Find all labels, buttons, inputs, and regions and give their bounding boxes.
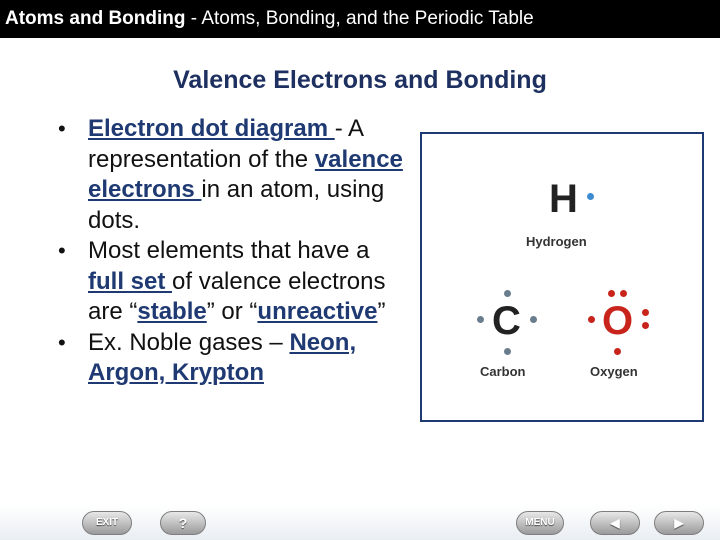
hydrogen-symbol: H: [549, 177, 578, 221]
oxygen-electron-dot: [642, 309, 649, 316]
bullet-text: in an atom, using dots.: [88, 176, 385, 234]
oxygen-label: Oxygen: [590, 364, 638, 379]
oxygen-electron-dot: [614, 348, 621, 355]
term-valence-electrons: valence electrons: [88, 145, 403, 203]
bullet-text: of valence electrons are “: [88, 267, 386, 325]
bullet-item-1: [56, 114, 406, 236]
bullet-glyph: •: [58, 329, 66, 355]
next-button[interactable]: ▶: [654, 511, 704, 535]
bullet-item-2: [56, 236, 406, 328]
oxygen-electron-dot: [642, 322, 649, 329]
term-unreactive: unreactive: [257, 298, 378, 325]
bullet-glyph: •: [58, 238, 66, 263]
bullet-text: A representation of the: [88, 115, 363, 173]
carbon-electron-dot: [504, 348, 511, 355]
carbon-electron-dot: [530, 316, 537, 323]
menu-button[interactable]: MENU: [516, 511, 564, 535]
help-button[interactable]: ?: [160, 511, 206, 535]
hydrogen-label: Hydrogen: [526, 234, 587, 249]
term-noble-gases: Neon, Argon, Krypton: [88, 328, 357, 386]
bullet-dash: -: [334, 115, 349, 142]
exit-button[interactable]: EXIT: [82, 511, 132, 535]
oxygen-electron-dot: [588, 316, 595, 323]
electron-dot-diagram-figure: [420, 132, 704, 422]
oxygen-symbol: O: [602, 299, 634, 343]
navigation-bar: [0, 505, 720, 540]
term-stable: stable: [137, 298, 207, 325]
bullet-list: [56, 114, 406, 389]
bullet-text: ”: [377, 298, 386, 325]
carbon-label: Carbon: [480, 364, 526, 379]
header-bar: [0, 0, 720, 38]
hydrogen-electron-dot: [587, 193, 594, 200]
bullet-text: ” or “: [206, 298, 258, 325]
bullet-text: Ex. Noble gases –: [88, 328, 290, 356]
chapter-title: Atoms and Bonding: [5, 8, 186, 29]
bullet-text: Most elements that have a: [88, 237, 370, 264]
term-full-set: full set: [88, 267, 173, 295]
slide-title: Valence Electrons and Bonding: [173, 66, 547, 94]
carbon-electron-dot: [504, 290, 511, 297]
previous-button[interactable]: ◀: [590, 511, 640, 535]
bullet-glyph: •: [58, 116, 66, 141]
oxygen-electron-dot: [608, 290, 615, 297]
header-title: [5, 0, 534, 38]
bullet-item-3: [56, 328, 406, 389]
carbon-electron-dot: [477, 316, 484, 323]
section-subtitle: - Atoms, Bonding, and the Periodic Table: [185, 8, 534, 29]
oxygen-electron-dot: [620, 290, 627, 297]
carbon-symbol: C: [492, 299, 521, 343]
term-electron-dot-diagram: Electron dot diagram: [88, 115, 335, 142]
